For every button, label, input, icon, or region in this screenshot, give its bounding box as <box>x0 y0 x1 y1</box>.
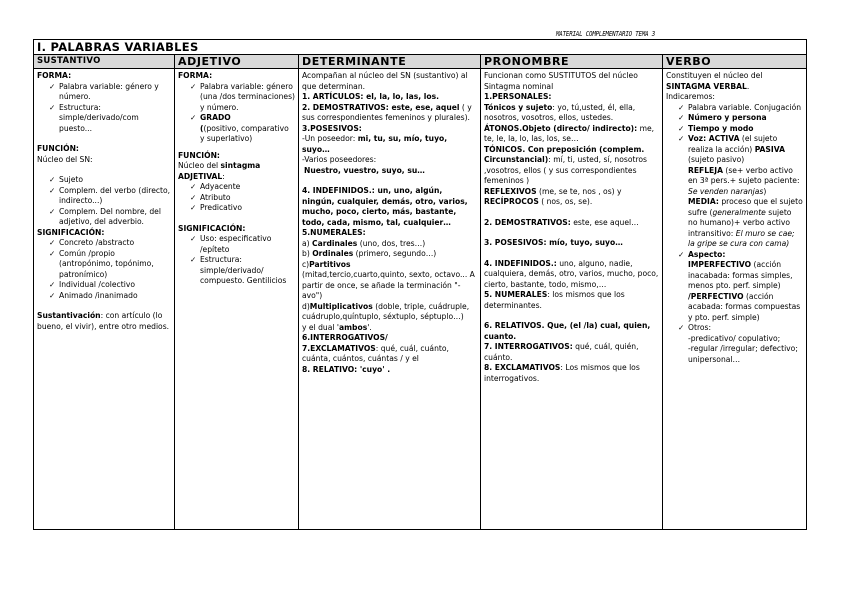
otros-1: -predicativo/ copulativo; <box>688 333 781 343</box>
table-title: I. PALABRAS VARIABLES <box>34 40 806 55</box>
list-item: ✓ Adyacente <box>178 182 295 193</box>
interrogativos: 6.INTERROGATIVOS/ <box>302 333 388 342</box>
funcion-text: Núcleo del SN: <box>37 154 93 164</box>
list-item: ✓ GRADO <box>178 113 295 124</box>
grado-text: ((positivo, comparativo y superlativo) <box>200 123 289 143</box>
column-heading-pronombre: PRONOMBRE <box>481 55 662 69</box>
column-heading-determinante: DETERMINANTE <box>299 55 480 69</box>
media: MEDIA: proceso que el sujeto sufre (generalmente sujeto no humano)+ verbo activo intransitivo: El muro se cae; la gripe se cura con cama) <box>688 197 803 248</box>
numerales-label: 5.NUMERALES: <box>302 228 366 237</box>
column-pronombre <box>481 55 663 529</box>
funcion-label: FUNCIÓN: <box>178 150 220 160</box>
column-body-sustantivo <box>34 69 174 529</box>
interrogativos: 7. INTERROGATIVOS: qué, cuál, quién, cuánto. <box>484 342 639 362</box>
sustantivacion-text: Sustantivación: con artículo (lo bueno, el vivir), entre otro medios. <box>37 311 170 331</box>
otros-2: -regular /irregular; defectivo; unipersonal… <box>688 344 798 364</box>
forma-label: FORMA: <box>178 71 213 80</box>
reflexivos: REFLEXIVOS (me, se te, nos , os) y RECÍPROCOS ( nos, os, se). <box>484 186 622 206</box>
table-columns <box>34 55 806 529</box>
exclamativos: 7.EXCLAMATIVOS: qué, cuál, cuánto, cuánta, cuántos, cuántas / y el <box>302 343 449 363</box>
numerales-d: d)Multiplicativos (doble, triple, cuádruple, cuádruplo,quíntuplo, séxtuplo, séptuplo…) <box>302 301 470 321</box>
funcion-text: Núcleo del sintagma ADJETIVAL: <box>178 161 261 181</box>
refleja: REFLEJA (se+ verbo activo en 3ª pers.+ sujeto paciente: Se venden naranjas) <box>688 165 800 196</box>
list-item: ✓ Atributo <box>178 193 295 204</box>
list-item: ✓ Tiempo y modo <box>666 124 803 135</box>
column-adjetivo <box>175 55 299 529</box>
column-body-verbo <box>663 69 806 529</box>
list-item: ✓ Predicativo <box>178 203 295 214</box>
column-body-pronombre <box>481 69 662 529</box>
perfectivo: /PERFECTIVO (acción acabada: formas compuestas y pto. perf. simple) <box>688 291 801 322</box>
indefinidos: 4. INDEFINIDOS.: uno, alguno, nadie, cualquiera, demás, otro, varios, mucho, poco, cierto, bastante, todo, mismo,… <box>484 258 659 289</box>
articulos: 1. ARTÍCULOS: el, la, lo, las, los. <box>302 92 439 101</box>
numerales: 5. NUMERALES: los mismos que los determinantes. <box>484 290 625 310</box>
column-sustantivo <box>34 55 175 529</box>
column-heading-sustantivo: SUSTANTIVO <box>34 55 174 69</box>
otros-label: ✓ Otros: <box>666 323 803 334</box>
voz: ✓ Voz: ACTIVA (el sujeto realiza la acción) PASIVA (sujeto pasivo) <box>666 134 803 166</box>
demostrativos: 2. DEMOSTRATIVOS: este, ese aquel… <box>484 217 639 227</box>
column-heading-adjetivo: ADJETIVO <box>175 55 298 69</box>
document-header-note: MATERIAL COMPLEMENTARIO TEMA 3 <box>556 29 656 38</box>
list-item: ✓ Estructura: simple/derivado/ compuesto. Gentilicios <box>178 255 295 287</box>
numerales-b: b) Ordinales (primero, segundo…) <box>302 249 437 258</box>
column-body-adjetivo <box>175 69 298 529</box>
imperfectivo: IMPERFECTIVO (acción inacabada: formas simples, menos pto. perf. simple) <box>688 260 793 290</box>
list-item: ✓ Uso: especificativo /epíteto <box>178 234 295 255</box>
posesivos-label: 3.POSESIVOS: <box>302 123 362 133</box>
intro-text: Funcionan como SUSTITUTOS del núcleo Sintagma nominal <box>484 71 638 91</box>
tonicos-prep: TÓNICOS. Con preposición (complem. Circunstancial): mí, ti, usted, sí, nosotros ,vosotros, ellos ( y sus correspondientes femeninos ) <box>484 144 647 185</box>
significacion-label: SIGNIFICACIÓN: <box>37 227 105 237</box>
list-item: ✓ Complem. del verbo (directo, indirecto...) <box>37 186 171 207</box>
aspecto-label: ✓ Aspecto: <box>666 250 803 261</box>
numerales-c-text: (mitad,tercio,cuarto,quinto, sexto, octavo... A partir de once, se añade la terminación "-avo") <box>302 270 475 300</box>
column-determinante <box>299 55 481 529</box>
column-verbo <box>663 55 806 529</box>
list-item: ✓ Estructura: simple/derivado/com puesto... <box>37 103 171 135</box>
numerales-a: a) Cardinales (uno, dos, tres…) <box>302 238 426 248</box>
relativos: 6. RELATIVOS. Que, (el /la) cual, quien, cuanto. <box>484 321 651 341</box>
list-item: ✓ Palabra variable: género y número. <box>37 82 171 103</box>
list-item: ✓ Número y persona <box>666 113 803 124</box>
list-item: ✓ Complem. Del nombre, del adjetivo, del adverbio. <box>37 207 171 228</box>
list-item: ✓ Animado /inanimado <box>37 291 171 302</box>
demostrativos: 2. DEMOSTRATIVOS: este, ese, aquel ( y sus correspondientes femeninos y plurales). <box>302 102 472 122</box>
funcion-label: FUNCIÓN: <box>37 144 79 153</box>
posesivos: 3. POSESIVOS: mío, tuyo, suyo… <box>484 238 623 247</box>
posesivos-many-list: Nuestro, vuestro, suyo, su… <box>304 165 425 175</box>
indefinidos: 4. INDEFINIDOS.: un, uno, algún, ningún, cualquier, demás, otro, varios, mucho, poco, cierto, más, bastante, todo, cada, mismo, tal, cualquier… <box>302 186 468 227</box>
posesivos-many: -Varios poseedores: <box>302 155 377 164</box>
list-item: ✓ Palabra variable. Conjugación <box>666 103 803 114</box>
list-item: ✓ Concreto /abstracto <box>37 238 171 249</box>
tonicos-sujeto: Tónicos y sujeto: yo, tú,usted, él, ella, nosotros, vosotros, ellos, ustedes. <box>484 102 636 122</box>
list-item: ✓ Sujeto <box>37 175 171 186</box>
list-item: ✓ Individual /colectivo <box>37 280 171 291</box>
list-item: ✓ Palabra variable: género (una /dos terminaciones) y número. <box>178 82 295 114</box>
atonos: ÁTONOS.Objeto (directo/ indirecto): me, te, le, la, lo, las, los, se… <box>484 123 655 143</box>
intro-text: Constituyen el núcleo del SINTAGMA VERBAL. <box>666 71 763 91</box>
intro-text: Acompañan al núcleo del SN (sustantivo) al que determinan. <box>302 71 468 91</box>
indicaremos: Indicaremos: <box>666 92 715 101</box>
posesivos-one: -Un poseedor: mi, tu, su, mío, tuyo, suyo… <box>302 134 448 154</box>
column-heading-verbo: VERBO <box>663 55 806 69</box>
column-body-determinante <box>299 69 480 529</box>
personales-label: 1.PERSONALES: <box>484 92 552 101</box>
grammar-table <box>33 39 807 530</box>
forma-label: FORMA: <box>37 71 72 80</box>
list-item: ✓ Común /propio (antropónimo, topónimo, patronímico) <box>37 249 171 281</box>
significacion-label: SIGNIFICACIÓN: <box>178 223 246 233</box>
exclamativos: 8. EXCLAMATIVOS: Los mismos que los interrogativos. <box>484 363 640 383</box>
numerales-c: c)Partitivos <box>302 259 351 269</box>
relativo: 8. RELATIVO: 'cuyo' . <box>302 364 391 374</box>
dual: y el dual 'ambos'. <box>302 322 372 332</box>
